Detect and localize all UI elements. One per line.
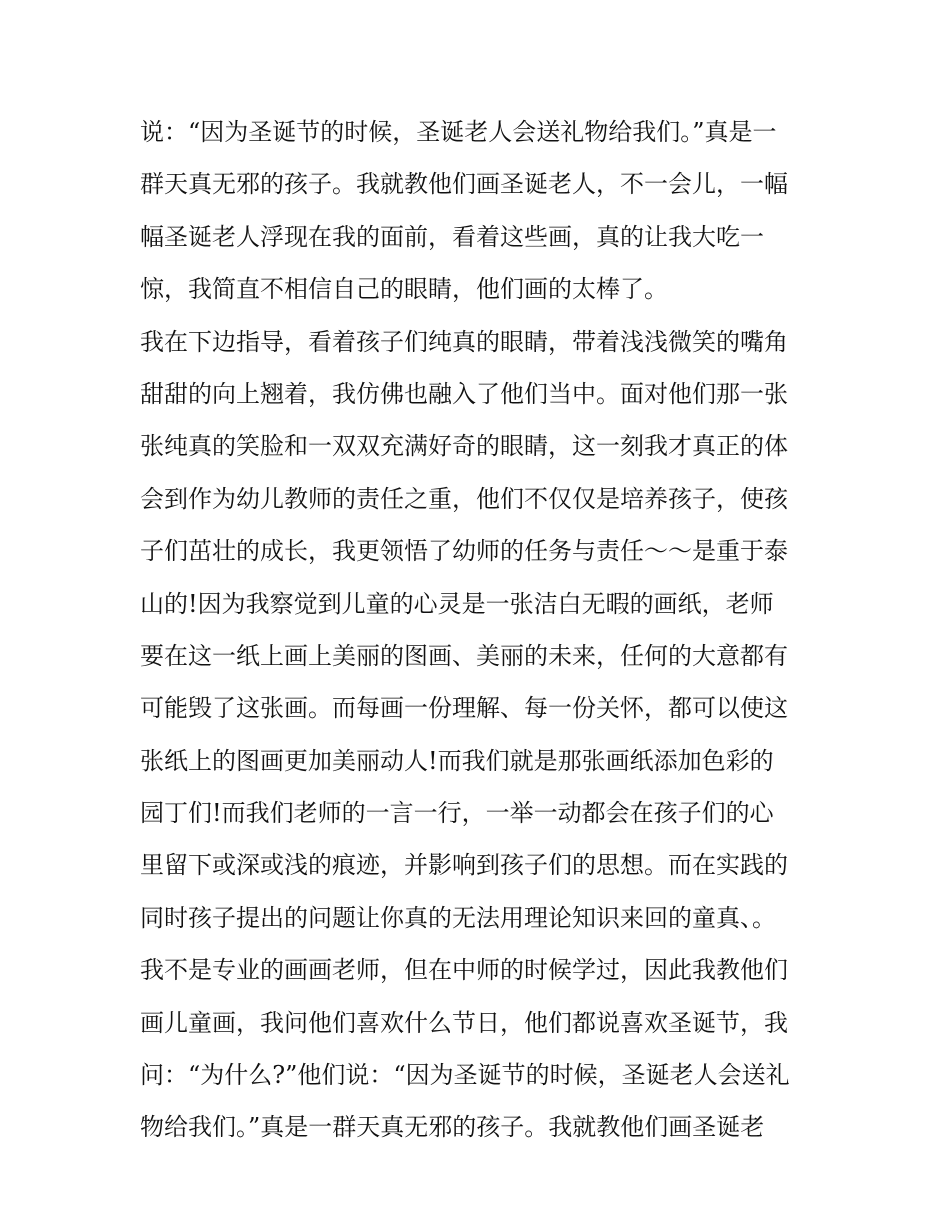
text-line: 甜甜的向上翘着，我仿佛也融入了他们当中。面对他们那一张 [140,379,788,408]
text-line: 张纯真的笑脸和一双双充满好奇的眼睛，这一刻我才真正的体 [140,432,788,461]
text-line: 群天真无邪的孩子。我就教他们画圣诞老人，不一会儿，一幅 [140,170,788,199]
text-line: 园丁们!而我们老师的一言一行，一举一动都会在孩子们的心 [140,799,774,828]
text-line: 画儿童画，我问他们喜欢什么节日，他们都说喜欢圣诞节，我 [140,1008,788,1037]
text-line: 物给我们。”真是一群天真无邪的孩子。我就教他们画圣诞老 [140,1113,765,1142]
text-line: 我不是专业的画画老师，但在中师的时候学过，因此我教他们 [140,956,788,985]
text-line: 子们茁壮的成长，我更领悟了幼师的任务与责任～～是重于泰 [140,537,788,566]
text-line: 同时孩子提出的问题让你真的无法用理论知识来回的童真、。 [140,903,776,932]
text-line: 山的!因为我察觉到儿童的心灵是一张洁白无暇的画纸，老师 [140,589,774,618]
text-line: 问：“为什么?”他们说：“因为圣诞节的时候，圣诞老人会送礼 [140,1061,790,1090]
text-line: 说：“因为圣诞节的时候，圣诞老人会送礼物给我们。”真是一 [140,118,777,146]
text-line: 幅圣诞老人浮现在我的面前，看着这些画，真的让我大吃一 [140,222,764,251]
text-line: 里留下或深或浅的痕迹，并影响到孩子们的思想。而在实践的 [140,851,788,880]
text-line: 张纸上的图画更加美丽动人!而我们就是那张画纸添加色彩的 [140,746,774,775]
body-text [140,106,820,1154]
text-line: 惊，我简直不相信自己的眼睛，他们画的太棒了。 [140,275,668,304]
text-line: 可能毁了这张画。而每画一份理解、每一份关怀，都可以使这 [140,694,788,723]
text-line: 要在这一纸上画上美丽的图画、美丽的未来，任何的大意都有 [140,641,788,670]
text-line: 会到作为幼儿教师的责任之重，他们不仅仅是培养孩子，使孩 [140,484,788,513]
text-line: 我在下边指导，看着孩子们纯真的眼睛，带着浅浅微笑的嘴角 [140,327,788,356]
